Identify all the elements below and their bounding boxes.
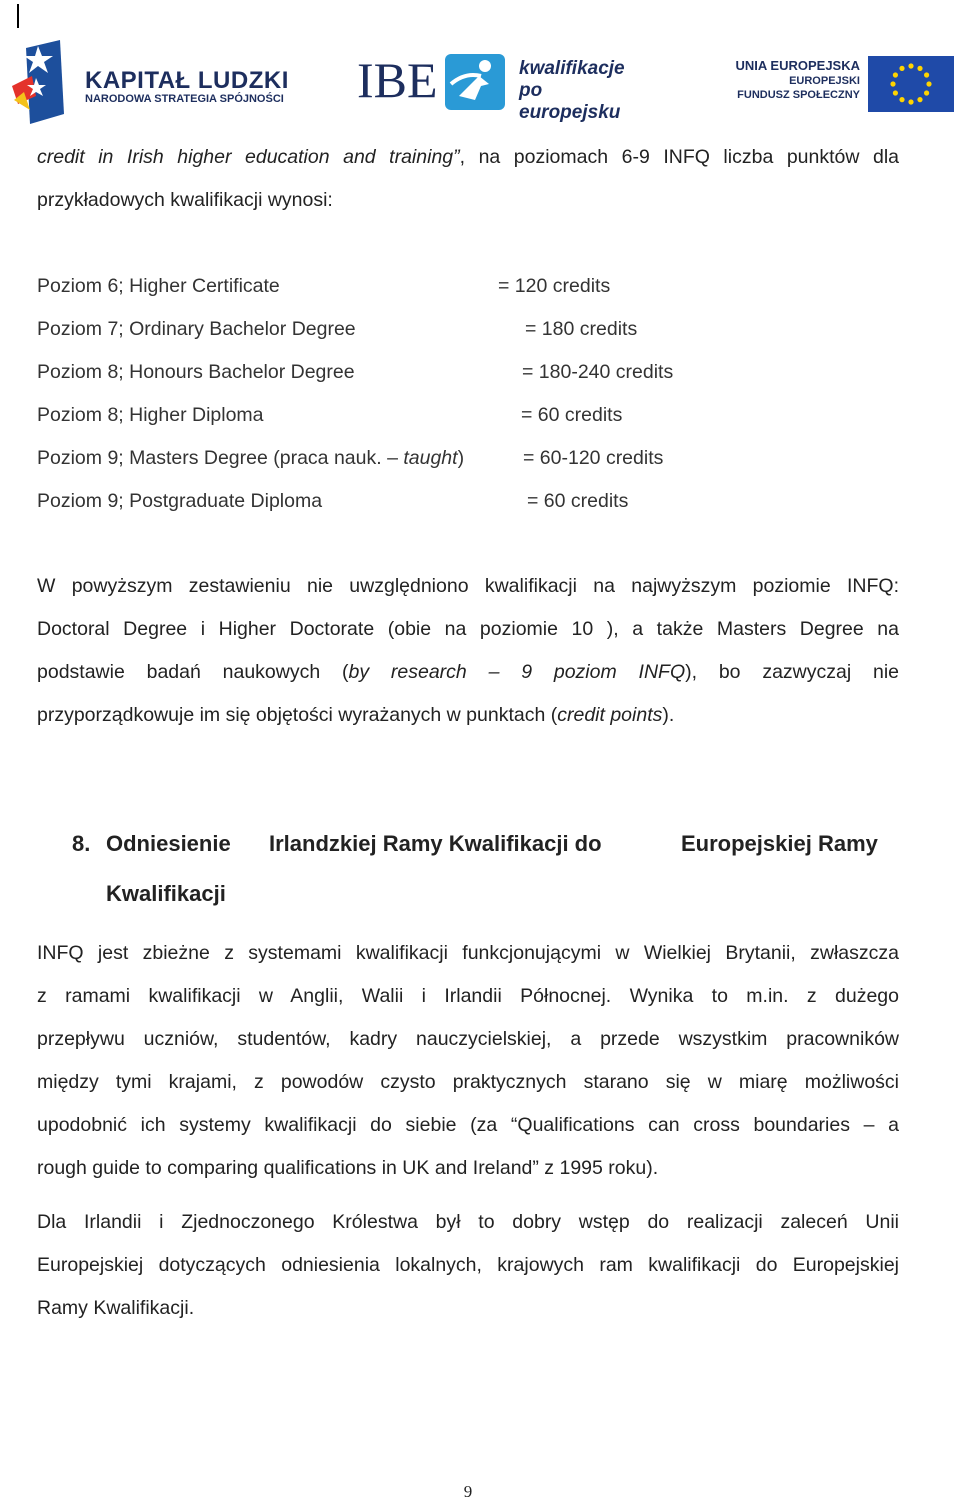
kapital-ludzki-title: KAPITAŁ LUDZKI bbox=[85, 67, 289, 94]
para3-line: Dla Irlandii i Zjednoczonego Królestwa był to dobry wstęp do realizacji zaleceń Unii bbox=[37, 1211, 899, 1233]
tagline-line-2: po europejsku bbox=[519, 80, 621, 123]
para2-line: między tymi krajami, z powodów czysto praktycznych starano się w miarę możliwości bbox=[37, 1071, 899, 1093]
level-label: Poziom 9; Postgraduate Diploma bbox=[37, 490, 323, 512]
level-value: = 60 credits bbox=[521, 404, 623, 426]
para2-line: INFQ jest zbieżne z systemami kwalifikacji funkcjonującymi w Wielkiej Brytanii, zwłaszcza bbox=[37, 942, 899, 964]
section-heading-word-3: Europejskiej Ramy bbox=[681, 831, 878, 856]
para2-line: z ramami kwalifikacji w Anglii, Walii i Irlandii Północnej. Wynika to m.in. z dużego bbox=[37, 985, 899, 1007]
para1-line-2: Doctoral Degree i Higher Doctorate (obie na poziomie 10 ), a także Masters Degree na bbox=[37, 618, 899, 640]
level-label bbox=[37, 437, 464, 480]
para3-line: Europejskiej dotyczących odniesienia lokalnych, krajowych ram kwalifikacji do Europejskiej bbox=[37, 1254, 899, 1276]
level-label-italic: taught bbox=[403, 447, 458, 469]
level-label: Poziom 8; Honours Bachelor Degree bbox=[37, 361, 355, 383]
eu-line-1: UNIA EUROPEJSKA bbox=[735, 58, 860, 73]
ibe-wordmark: IBE bbox=[357, 52, 438, 108]
eu-text bbox=[736, 58, 860, 102]
eu-line-3: FUNDUSZ SPOŁECZNY bbox=[737, 89, 860, 101]
para1-l3-italic: by research – 9 poziom INFQ bbox=[348, 661, 686, 683]
tagline-line-1: kwalifikacje bbox=[519, 58, 625, 79]
ibe-logo bbox=[357, 52, 647, 123]
section-number: 8. bbox=[72, 831, 91, 856]
eu-flag-icon bbox=[868, 56, 954, 112]
level-value: = 120 credits bbox=[498, 275, 611, 297]
level-label: Poziom 8; Higher Diploma bbox=[37, 404, 264, 426]
intro-line-1 bbox=[37, 136, 899, 179]
para3-line: Ramy Kwalifikacji. bbox=[37, 1297, 195, 1319]
level-value: = 60-120 credits bbox=[523, 447, 664, 469]
para2-line: przepływu uczniów, studentów, kadry nauczycielskiej, a przede wszystkim pracowników bbox=[37, 1028, 899, 1050]
para1-l4-a: przyporządkowuje im się objętości wyrażanych w punktach ( bbox=[37, 704, 558, 726]
para1-l4-b: ). bbox=[662, 704, 675, 726]
level-value: = 180-240 credits bbox=[522, 361, 674, 383]
intro-line-2: przykładowych kwalifikacji wynosi: bbox=[37, 189, 333, 211]
para1-line-1: W powyższym zestawieniu nie uwzględniono kwalifikacji na najwyższym poziomie INFQ: bbox=[37, 575, 899, 597]
para1-line-4 bbox=[37, 694, 899, 737]
section-heading-word-1: Odniesienie bbox=[106, 831, 231, 856]
para1-l3-a: podstawie badań naukowych ( bbox=[37, 661, 349, 683]
level-value: = 180 credits bbox=[525, 318, 638, 340]
para1-l4-italic: credit points bbox=[557, 704, 663, 726]
para1-l3-b: ), bo zazwyczaj nie bbox=[685, 661, 899, 683]
page-number: 9 bbox=[463, 1482, 473, 1501]
kapital-ludzki-logo bbox=[8, 38, 289, 128]
kapital-ludzki-subtitle: NARODOWA STRATEGIA SPÓJNOŚCI bbox=[85, 93, 284, 105]
level-label: Poziom 6; Higher Certificate bbox=[37, 275, 280, 297]
eu-line-2: EUROPEJSKI bbox=[789, 75, 860, 87]
para2-line: upodobnić ich systemy kwalifikacji do siebie (za “Qualifications can cross boundaries – a bbox=[37, 1114, 899, 1136]
level-label-pre: Poziom 9; Masters Degree (praca nauk. – bbox=[37, 447, 404, 469]
eu-logo bbox=[735, 56, 954, 112]
para1-line-3 bbox=[37, 651, 899, 694]
running-figure-icon bbox=[445, 54, 505, 110]
intro-italic: credit in Irish higher education and training” bbox=[37, 146, 460, 168]
level-value: = 60 credits bbox=[527, 490, 629, 512]
text-cursor bbox=[17, 4, 19, 28]
kapital-ludzki-emblem-icon bbox=[8, 38, 78, 128]
section-heading-line-2: Kwalifikacji bbox=[106, 881, 226, 906]
para2-line: rough guide to comparing qualifications in UK and Ireland” z 1995 roku). bbox=[37, 1157, 659, 1179]
level-label-post: ) bbox=[457, 447, 465, 469]
intro-rest: , na poziomach 6-9 INFQ liczba punktów dla bbox=[459, 146, 899, 168]
level-label: Poziom 7; Ordinary Bachelor Degree bbox=[37, 318, 356, 340]
kwalifikacje-tagline bbox=[519, 58, 647, 124]
section-heading-word-2: Irlandzkiej Ramy Kwalifikacji do bbox=[269, 831, 602, 856]
